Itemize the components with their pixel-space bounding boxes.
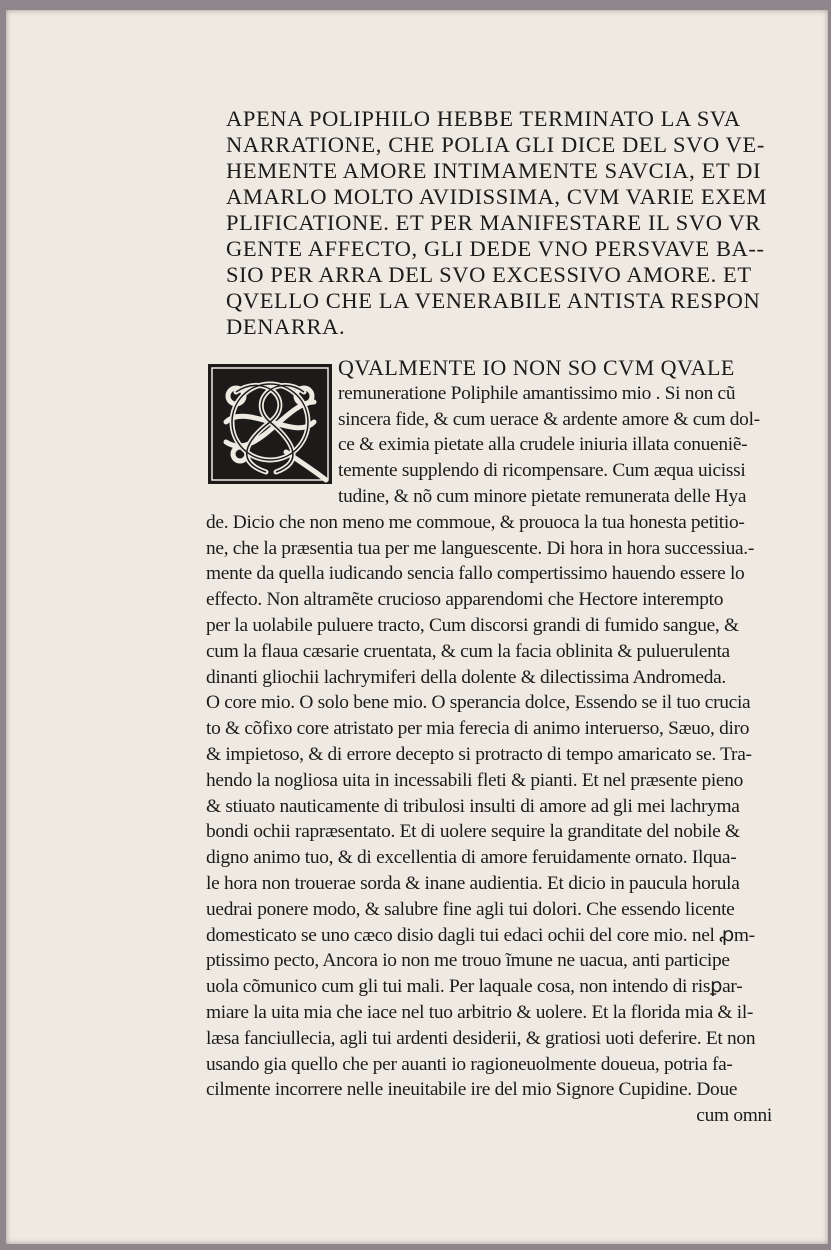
body-line: dinanti gliochii lachrymiferi della dolente & dilectissima Andromeda.	[206, 666, 726, 688]
chapter-heading	[226, 106, 786, 340]
body-line: cilmente incorrere nelle ineuitabile ire del mio Signore Cupidine. Doue	[206, 1079, 738, 1101]
heading-line: AMARLO MOLTO AVIDISSIMA, CVM VARIE EXEM	[226, 184, 767, 209]
heading-line: GENTE AFFECTO, GLI DEDE VNO PERSVAVE BA--	[226, 236, 765, 261]
body-line: tudine, & nõ cum minore pietate remunerata delle Hya	[338, 485, 747, 507]
book-page	[6, 10, 828, 1244]
body-line: to & cõfixo core atristato per mia ferecia di animo interuerso, Sæuo, diro	[206, 718, 750, 740]
body-line: remuneratione Poliphile amantissimo mio . Si non cũ	[338, 382, 736, 404]
body-line: hendo la nogliosa uita in incessabili fleti & pianti. Et nel præsente pieno	[206, 769, 744, 791]
body-line: temente supplendo di ricompensare. Cum æqua uicissi	[338, 460, 746, 482]
body-line: de. Dicio che non meno me commoue, & prouoca la tua honesta petitio-	[206, 511, 745, 533]
body-line: effecto. Non altramẽte crucioso apparendomi che Hectore interempto	[206, 589, 724, 611]
body-line: bondi ochii rapræsentato. Et di uolere sequire la granditate del nobile &	[206, 821, 740, 843]
body-line: O core mio. O solo bene mio. O sperancia dolce, Essendo se il tuo crucia	[206, 692, 751, 714]
body-text	[206, 355, 786, 1129]
body-line: cum la flaua cæsarie cruentata, & cum la facia oblinita & puluerulenta	[206, 640, 730, 662]
heading-line: NARRATIONE, CHE POLIA GLI DICE DEL SVO VE-	[226, 132, 765, 157]
body-line: le hora non trouerae sorda & inane audientia. Et dicio in paucula horula	[206, 872, 740, 894]
body-line: ptissimo pecto, Ancora io non me trouo ĩmune ne uacua, anti participe	[206, 950, 730, 972]
body-line: usando gia quello che per auanti io ragioneuolmente doueua, potria fa-	[206, 1053, 733, 1075]
body-line: sincera fide, & cum uerace & ardente amore & cum dol-	[338, 408, 760, 430]
heading-line: DENARRA.	[226, 314, 346, 339]
body-line: domesticato se uno cæco disio dagli tui edaci ochii del core mio. nel ꝓm-	[206, 924, 755, 946]
heading-line: HEMENTE AMORE INTIMAMENTE SAVCIA, ET DI	[226, 158, 762, 183]
heading-line: PLIFICATIONE. ET PER MANIFESTARE IL SVO VR	[226, 210, 761, 235]
body-line: uola cõmunico cum gli tui mali. Per laquale cosa, non intendo di risꝑar-	[206, 976, 743, 998]
body-line: læsa fanciullecia, agli tui ardenti desiderii, & gratiosi uoti deferire. Et non	[206, 1027, 756, 1049]
body-line: uedrai ponere modo, & salubre fine agli tui dolori. Che essendo licente	[206, 898, 735, 920]
body-line: miare la uita mia che iace nel tuo arbitrio & uolere. Et la florida mia & il-	[206, 1001, 754, 1023]
body-line: per la uolabile puluere tracto, Cum discorsi grandi di fumido sangue, &	[206, 614, 739, 636]
body-line: ce & eximia pietate alla crudele iniuria illata conueniẽ-	[338, 434, 748, 456]
body-line: ne, che la præsentia tua per me languescente. Di hora in hora successiua.-	[206, 537, 754, 559]
body-line: digno animo tuo, & di excellentia di amore feruidamente ornato. Ilqua-	[206, 847, 737, 869]
body-line: mente da quella iudicando sencia fallo compertissimo hauendo essere lo	[206, 563, 745, 585]
body-line: QVALMENTE IO NON SO CVM QVALE	[338, 355, 735, 380]
heading-line: QVELLO CHE LA VENERABILE ANTISTA RESPON	[226, 288, 761, 313]
catchword: cum omni	[696, 1105, 772, 1127]
heading-line: SIO PER ARRA DEL SVO EXCESSIVO AMORE. ET	[226, 262, 752, 287]
body-line: & stiuato nauticamente di tribulosi insulti di amore ad gli mei lachryma	[206, 795, 740, 817]
body-line: & impietoso, & di errore decepto si protracto di tempo amaricato se. Tra-	[206, 743, 752, 765]
heading-line: APENA POLIPHILO HEBBE TERMINATO LA SVA	[226, 106, 741, 131]
